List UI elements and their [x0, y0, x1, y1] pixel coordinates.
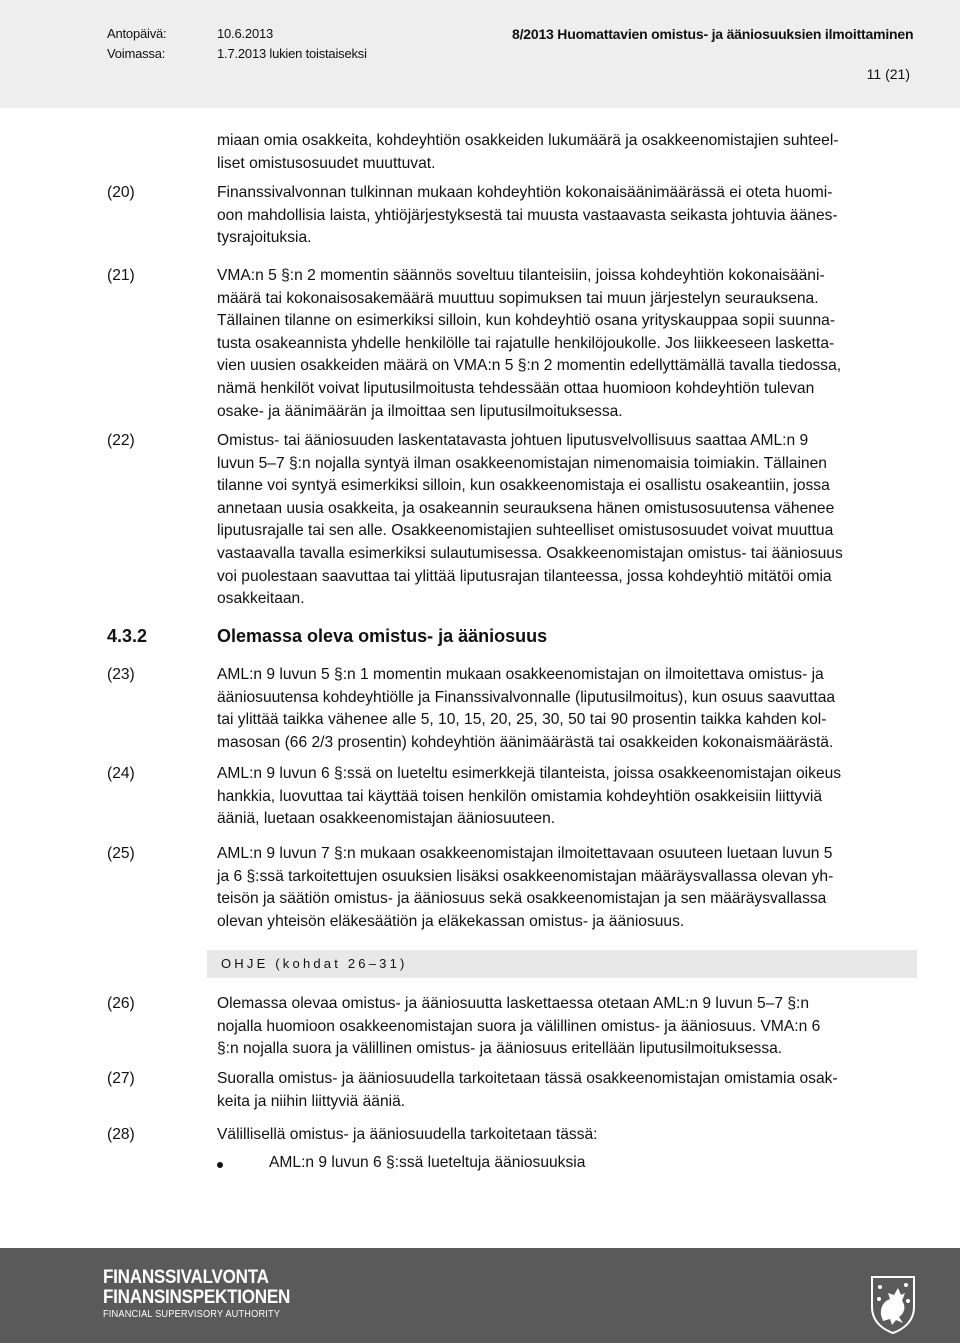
paragraph-text: Finanssivalvonnan tulkinnan mukaan kohdeyhtiön kokonaisäänimäärässä ei oteta huomi- oon mahdollisia laista, yhtiöjärjestyksestä tai muusta vastaavasta seikasta johtuvia äänes- tysrajoituksia. — [217, 184, 838, 247]
paragraph-text: Omistus- tai ääniosuuden laskentatavasta johtuen liputusvelvollisuus saattaa AML:n 9 luvun 5–7 §:n nojalla syntyä ilman osakkeenomistajan nimenomaisia toimiakin. Tällainen tilanne voi syntyä esimerkiksi silloin, kun osakkeenomistaja ei osallistu osakeantiin, jossa annetaan uusia osakkeita, ja osakeannin seurauksena hänen omistusosuutensa vähenee liputusrajalle tai sen alle. Osakkeenomistajien suhteelliset omistusosuudet voivat muuttua vastaavalla tavalla esimerkiksi sulautumisessa. Osakkeenomistajan omistus- tai ääniosuus voi puolestaan saavuttaa tai ylittää liputusrajan tilanteessa, jossa kohdeyhtiö mitätöi omia osakkeitaan. — [217, 432, 843, 608]
paragraph-text: AML:n 9 luvun 6 §:ssä on lueteltu esimerkkejä tilanteista, joissa osakkeenomistajan oikeus hankkia, luovuttaa tai käyttää toisen henkilön omistamia kohdeyhtiön osakkeisiin liittyviä ääniä, luetaan osakkeenomistajan ääniosuuteen. — [217, 765, 842, 828]
page-footer — [0, 1248, 960, 1343]
paragraph-number: (21) — [107, 267, 135, 284]
paragraph-20 — [107, 182, 917, 250]
paragraph-25 — [107, 843, 917, 933]
paragraph-number: (26) — [107, 995, 135, 1012]
bullet-text: AML:n 9 luvun 6 §:ssä lueteltuja ääniosuuksia — [269, 1154, 586, 1171]
paragraph-21 — [107, 265, 917, 423]
logo-line-finnish: FINANSSIVALVONTA — [103, 1267, 269, 1288]
paragraph-text: Välillisellä omistus- ja ääniosuudella tarkoitetaan tässä: — [217, 1126, 598, 1143]
paragraph-number: (25) — [107, 845, 135, 862]
continuation-paragraph — [107, 130, 917, 175]
paragraph-text: AML:n 9 luvun 5 §:n 1 momentin mukaan osakkeenomistajan on ilmoitettava omistus- ja ääniosuutensa kohdeyhtiölle ja Finanssivalvonnalle (liputusilmoitus), kun osuus saavuttaa tai ylittää taikka vähenee alle 5, 10, 15, 20, 25, 30, 50 tai 90 prosentin taikka kahden kol- masosan (66 2/3 prosentin) kohdeyhtiön äänimäärästä tai osakkeiden kokonaismäärästä. — [217, 666, 836, 751]
ohje-label-box: OHJE (kohdat 26–31) — [207, 950, 917, 978]
paragraph-28 — [107, 1124, 917, 1147]
finanssivalvonta-logo — [103, 1268, 311, 1322]
paragraph-text: VMA:n 5 §:n 2 momentin säännös soveltuu tilanteisiin, joissa kohdeyhtiön kokonaisääni- määrä tai kokonaisosakemäärä muuttuu sopimuksen tai muun järjestelyn seurauksena. Tällainen tilanne on esimerkiksi silloin, kun kohdeyhtiö osana yrityskauppaa sopii suunna- tusta osakeannista yhdelle henkilölle tai rajatulle henkilöjoukolle. Jos liikkeeseen lasketta- vien uusien osakkeiden määrä on VMA:n 5 §:n 2 momentin edellyttämällä tavalla tiedossa, nämä henkilöt voivat liputusilmoitusta tehdessään ottaa huomioon kohdeyhtiön tulevan osake- ja äänimäärän ja ilmoittaa sen liputusilmoituksessa. — [217, 267, 842, 420]
paragraph-22 — [107, 430, 917, 611]
paragraph-27 — [107, 1068, 917, 1113]
header-row-voimassa — [0, 46, 960, 68]
paragraph-text: AML:n 9 luvun 7 §:n mukaan osakkeenomistajan ilmoitettavaan osuuteen luetaan luvun 5 ja 6 §:ssä tarkoitettujen osuuksien lisäksi osakkeenomistajan määräysvallassa olevan yh- teisön ja säätiön omistus- ja ääniosuus sekä osakkeenomistajan ja sen määräysvallassa olevan yhteisön eläkesäätiön ja eläkekassan omistus- ja ääniosuus. — [217, 845, 834, 930]
paragraph-text: Olemassa olevaa omistus- ja ääniosuutta laskettaessa otetaan AML:n 9 luvun 5–7 §:n nojalla huomioon osakkeenomistajan suora ja välillinen omistus- ja ääniosuus. VMA:n 6 §:n nojalla suora ja välillinen omistus- ja ääniosuus eritellään liputusilmoituksessa. — [217, 995, 821, 1058]
paragraph-number: (28) — [107, 1126, 135, 1143]
voimassa-label: Voimassa: — [107, 46, 166, 61]
logo-line-swedish: FINANSINSPEKTIONEN — [103, 1287, 291, 1308]
logo-line-english: FINANCIAL SUPERVISORY AUTHORITY — [103, 1309, 281, 1320]
paragraph-number: (27) — [107, 1070, 135, 1087]
paragraph-26 — [107, 993, 917, 1061]
paragraph-number: (22) — [107, 432, 135, 449]
section-title: Olemassa oleva omistus- ja ääniosuus — [217, 626, 548, 646]
continuation-text: miaan omia osakkeita, kohdeyhtiön osakkeiden lukumäärä ja osakkeenomistajien suhteel- liset omistusosuudet muuttuvat. — [217, 132, 839, 172]
antopaiva-value: 10.6.2013 — [217, 26, 274, 41]
page-header — [0, 0, 960, 108]
bullet-dot-icon — [217, 1162, 223, 1168]
paragraph-number: (24) — [107, 765, 135, 782]
paragraph-number: (20) — [107, 184, 135, 201]
document-title: 8/2013 Huomattavien omistus- ja ääniosuuksien ilmoittaminen — [512, 26, 914, 42]
section-number: 4.3.2 — [107, 626, 148, 646]
paragraph-23 — [107, 664, 917, 754]
paragraph-24 — [107, 763, 917, 831]
paragraph-text: Suoralla omistus- ja ääniosuudella tarkoitetaan tässä osakkeenomistajan omistamia osak- keita ja niihin liittyviä ääniä. — [217, 1070, 838, 1110]
page-number: 11 (21) — [866, 66, 910, 82]
paragraph-number: (23) — [107, 666, 135, 683]
voimassa-value: 1.7.2013 lukien toistaiseksi — [217, 46, 367, 61]
header-row-antopaiva — [0, 26, 960, 48]
lion-emblem-icon — [868, 1273, 918, 1335]
antopaiva-label: Antopäivä: — [107, 26, 167, 41]
